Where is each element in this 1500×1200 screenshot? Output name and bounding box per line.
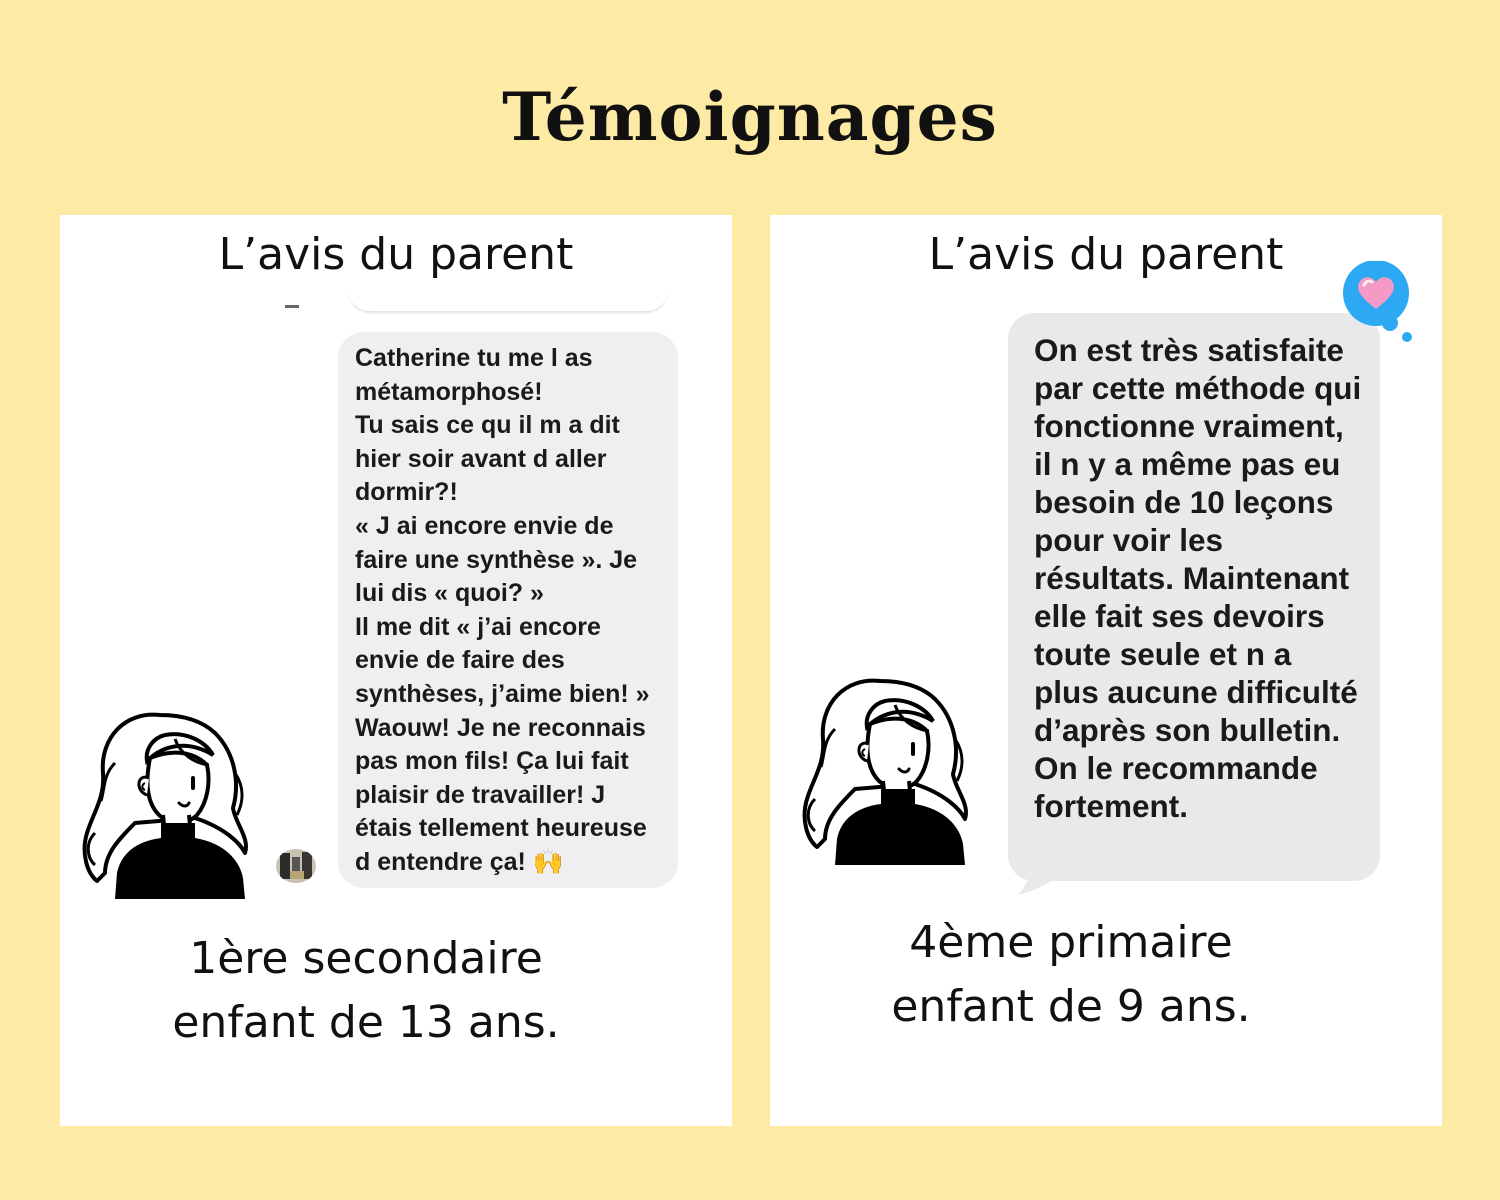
message-bubble: On est très satisfaite par cette méthode qui fonctionne vraiment, il n y a même pas eu besoin de 10 leçons pour voir les résultats. Maintenant elle fait ses devoirs toute seule et n a plus aucune difficulté d’après son bulletin. On le recommande fortement.: [1008, 313, 1380, 881]
card-heading: L’avis du parent: [218, 229, 574, 280]
caption-grade: 4ème primaire: [909, 917, 1233, 968]
heart-icon: [1342, 261, 1422, 351]
woman-illustration-icon: [795, 669, 980, 869]
card-heading: L’avis du parent: [928, 229, 1284, 280]
sender-avatar-icon: [276, 849, 316, 883]
woman-illustration-icon: [75, 703, 260, 903]
message-bubble: Catherine tu me l as métamorphosé! Tu sais ce qu il m a dit hier soir avant d aller dormir?! « J ai encore envie de faire une synthèse ». Je lui dis « quoi? » Il me dit « j’ai encore envie de faire des synthèses, j’aime bien! » Waouw! Je ne reconnais pas mon fils! Ça lui fait plaisir de travailler! J étais tellement heureuse d entendre ça! 🙌: [338, 332, 678, 888]
card-caption: [30, 927, 702, 1055]
testimonial-card-1: [60, 215, 732, 1126]
caption-grade: 1ère secondaire: [189, 933, 543, 984]
caption-age: enfant de 13 ans.: [172, 997, 560, 1048]
testimonial-card-2: [770, 215, 1442, 1126]
bubble-tail: [1016, 851, 1056, 895]
previous-message-bubble: [348, 287, 668, 311]
previous-message-marker: [285, 305, 299, 308]
page-title: Témoignages: [502, 78, 998, 156]
caption-age: enfant de 9 ans.: [891, 981, 1251, 1032]
card-caption: [735, 911, 1407, 1039]
